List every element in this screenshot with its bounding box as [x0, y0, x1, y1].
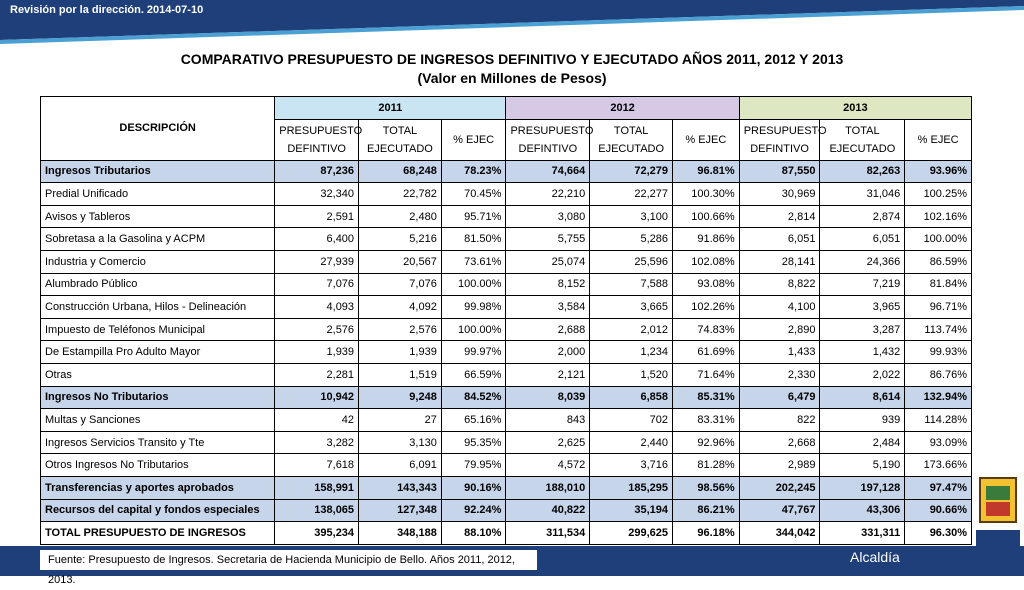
- cell-presupuesto-2011: 27,939: [275, 250, 359, 273]
- cell-ejecutado-2013: 331,311: [820, 522, 905, 545]
- row-description: Construcción Urbana, Hilos - Delineación: [41, 296, 275, 319]
- cell-ejec-2011: 99.97%: [441, 341, 506, 364]
- title-line-2: (Valor en Millones de Pesos): [417, 70, 607, 86]
- col-header-presupuesto-2011: PRESUPUESTO DEFINTIVO: [275, 119, 359, 160]
- cell-presupuesto-2011: 138,065: [275, 499, 359, 522]
- cell-presupuesto-2013: 47,767: [739, 499, 820, 522]
- cell-ejecutado-2013: 2,874: [820, 205, 905, 228]
- cell-ejec-2011: 90.16%: [441, 476, 506, 499]
- cell-ejec-2012: 71.64%: [673, 363, 740, 386]
- cell-ejec-2012: 74.83%: [673, 318, 740, 341]
- alcaldia-label: Alcaldía: [850, 549, 900, 565]
- row-description: Impuesto de Teléfonos Municipal: [41, 318, 275, 341]
- slide-label: Revisión por la dirección. 2014-07-10: [10, 4, 204, 16]
- row-description: Transferencias y aportes aprobados: [41, 476, 275, 499]
- cell-ejec-2012: 83.31%: [673, 409, 740, 432]
- year-header-2011: 2011: [275, 97, 506, 120]
- cell-ejec-2011: 99.98%: [441, 296, 506, 319]
- cell-ejec-2011: 73.61%: [441, 250, 506, 273]
- row-description: Ingresos No Tributarios: [41, 386, 275, 409]
- cell-ejecutado-2011: 20,567: [359, 250, 442, 273]
- page-title: [0, 50, 1024, 88]
- row-description: Sobretasa a la Gasolina y ACPM: [41, 228, 275, 251]
- cell-presupuesto-2011: 2,576: [275, 318, 359, 341]
- cell-ejec-2013: 90.66%: [905, 499, 972, 522]
- cell-presupuesto-2012: 2,625: [506, 431, 590, 454]
- cell-ejecutado-2011: 5,216: [359, 228, 442, 251]
- slide-header-band: [0, 0, 1024, 46]
- cell-ejecutado-2011: 348,188: [359, 522, 442, 545]
- cell-presupuesto-2013: 4,100: [739, 296, 820, 319]
- cell-presupuesto-2012: 74,664: [506, 160, 590, 183]
- cell-ejec-2013: 114.28%: [905, 409, 972, 432]
- col-header-ejecutado-2012: TOTAL EJECUTADO: [590, 119, 673, 160]
- table-row: [41, 341, 972, 364]
- table-row: [41, 522, 972, 545]
- table-row: [41, 250, 972, 273]
- cell-ejecutado-2013: 7,219: [820, 273, 905, 296]
- cell-ejec-2013: 86.59%: [905, 250, 972, 273]
- cell-presupuesto-2012: 40,822: [506, 499, 590, 522]
- cell-ejec-2012: 100.30%: [673, 183, 740, 206]
- row-description: TOTAL PRESUPUESTO DE INGRESOS: [41, 522, 275, 545]
- cell-ejecutado-2012: 2,440: [590, 431, 673, 454]
- cell-ejecutado-2011: 4,092: [359, 296, 442, 319]
- cell-presupuesto-2012: 188,010: [506, 476, 590, 499]
- row-description: Ingresos Tributarios: [41, 160, 275, 183]
- table-row: [41, 296, 972, 319]
- col-header-ejec-2011: % EJEC: [441, 119, 506, 160]
- cell-presupuesto-2011: 10,942: [275, 386, 359, 409]
- table-row: [41, 431, 972, 454]
- cell-ejec-2012: 86.21%: [673, 499, 740, 522]
- municipal-shield-icon: [976, 474, 1020, 552]
- cell-ejec-2012: 85.31%: [673, 386, 740, 409]
- cell-ejecutado-2012: 3,100: [590, 205, 673, 228]
- cell-presupuesto-2013: 822: [739, 409, 820, 432]
- row-description: Avisos y Tableros: [41, 205, 275, 228]
- cell-presupuesto-2012: 3,080: [506, 205, 590, 228]
- cell-ejec-2012: 91.86%: [673, 228, 740, 251]
- cell-ejecutado-2012: 22,277: [590, 183, 673, 206]
- cell-ejecutado-2012: 3,716: [590, 454, 673, 477]
- cell-presupuesto-2013: 87,550: [739, 160, 820, 183]
- cell-presupuesto-2011: 3,282: [275, 431, 359, 454]
- cell-ejecutado-2011: 68,248: [359, 160, 442, 183]
- cell-presupuesto-2013: 30,969: [739, 183, 820, 206]
- cell-ejecutado-2011: 3,130: [359, 431, 442, 454]
- row-description: Industria y Comercio: [41, 250, 275, 273]
- cell-ejec-2012: 96.18%: [673, 522, 740, 545]
- cell-ejec-2013: 132.94%: [905, 386, 972, 409]
- table-row: [41, 409, 972, 432]
- cell-presupuesto-2011: 158,991: [275, 476, 359, 499]
- cell-ejecutado-2013: 1,432: [820, 341, 905, 364]
- col-header-presupuesto-2012: PRESUPUESTO DEFINTIVO: [506, 119, 590, 160]
- cell-ejecutado-2013: 939: [820, 409, 905, 432]
- cell-ejec-2011: 79.95%: [441, 454, 506, 477]
- title-line-1: COMPARATIVO PRESUPUESTO DE INGRESOS DEFINITIVO Y EJECUTADO AÑOS 2011, 2012 Y 2013: [180, 51, 844, 67]
- cell-ejecutado-2013: 197,128: [820, 476, 905, 499]
- cell-ejecutado-2012: 3,665: [590, 296, 673, 319]
- cell-ejecutado-2011: 143,343: [359, 476, 442, 499]
- table-row: [41, 386, 972, 409]
- cell-presupuesto-2011: 7,618: [275, 454, 359, 477]
- cell-presupuesto-2013: 2,890: [739, 318, 820, 341]
- cell-ejecutado-2011: 9,248: [359, 386, 442, 409]
- row-description: Predial Unificado: [41, 183, 275, 206]
- col-header-ejec-2013: % EJEC: [905, 119, 972, 160]
- table-row: [41, 454, 972, 477]
- cell-ejec-2011: 70.45%: [441, 183, 506, 206]
- cell-presupuesto-2011: 7,076: [275, 273, 359, 296]
- table-row: [41, 183, 972, 206]
- cell-ejecutado-2012: 25,596: [590, 250, 673, 273]
- cell-ejec-2012: 100.66%: [673, 205, 740, 228]
- cell-ejec-2012: 102.08%: [673, 250, 740, 273]
- cell-ejec-2013: 81.84%: [905, 273, 972, 296]
- cell-ejecutado-2013: 6,051: [820, 228, 905, 251]
- cell-ejecutado-2013: 5,190: [820, 454, 905, 477]
- cell-ejec-2011: 92.24%: [441, 499, 506, 522]
- cell-presupuesto-2011: 2,591: [275, 205, 359, 228]
- cell-presupuesto-2013: 2,330: [739, 363, 820, 386]
- cell-presupuesto-2011: 42: [275, 409, 359, 432]
- row-description: Recursos del capital y fondos especiales: [41, 499, 275, 522]
- cell-ejecutado-2013: 2,484: [820, 431, 905, 454]
- source-note: Fuente: Presupuesto de Ingresos. Secretaria de Hacienda Municipio de Bello. Años 2011, 2012, 2013.: [40, 550, 537, 570]
- cell-ejecutado-2011: 2,576: [359, 318, 442, 341]
- cell-presupuesto-2012: 8,039: [506, 386, 590, 409]
- cell-presupuesto-2012: 3,584: [506, 296, 590, 319]
- cell-ejec-2011: 65.16%: [441, 409, 506, 432]
- cell-ejec-2011: 88.10%: [441, 522, 506, 545]
- cell-ejecutado-2011: 7,076: [359, 273, 442, 296]
- table-row: [41, 363, 972, 386]
- cell-ejecutado-2012: 72,279: [590, 160, 673, 183]
- budget-table-body: [41, 160, 972, 544]
- cell-ejec-2011: 78.23%: [441, 160, 506, 183]
- cell-presupuesto-2012: 22,210: [506, 183, 590, 206]
- cell-presupuesto-2013: 202,245: [739, 476, 820, 499]
- cell-ejecutado-2012: 35,194: [590, 499, 673, 522]
- row-description: Otras: [41, 363, 275, 386]
- cell-presupuesto-2013: 344,042: [739, 522, 820, 545]
- cell-ejecutado-2013: 43,306: [820, 499, 905, 522]
- cell-ejec-2013: 96.71%: [905, 296, 972, 319]
- cell-ejecutado-2013: 3,965: [820, 296, 905, 319]
- cell-presupuesto-2012: 2,688: [506, 318, 590, 341]
- cell-ejecutado-2011: 1,519: [359, 363, 442, 386]
- cell-presupuesto-2011: 395,234: [275, 522, 359, 545]
- cell-presupuesto-2013: 1,433: [739, 341, 820, 364]
- col-header-presupuesto-2013: PRESUPUESTO DEFINTIVO: [739, 119, 820, 160]
- budget-table: [40, 96, 972, 545]
- cell-ejecutado-2013: 8,614: [820, 386, 905, 409]
- cell-ejecutado-2011: 1,939: [359, 341, 442, 364]
- cell-ejec-2013: 86.76%: [905, 363, 972, 386]
- cell-ejecutado-2013: 2,022: [820, 363, 905, 386]
- cell-presupuesto-2013: 6,479: [739, 386, 820, 409]
- cell-ejec-2013: 100.00%: [905, 228, 972, 251]
- cell-presupuesto-2011: 87,236: [275, 160, 359, 183]
- cell-ejecutado-2013: 24,366: [820, 250, 905, 273]
- table-row: [41, 273, 972, 296]
- cell-presupuesto-2011: 32,340: [275, 183, 359, 206]
- cell-presupuesto-2012: 4,572: [506, 454, 590, 477]
- col-header-ejec-2012: % EJEC: [673, 119, 740, 160]
- cell-ejec-2013: 96.30%: [905, 522, 972, 545]
- cell-ejecutado-2013: 31,046: [820, 183, 905, 206]
- cell-ejecutado-2012: 1,234: [590, 341, 673, 364]
- year-header-2013: 2013: [739, 97, 971, 120]
- cell-ejec-2013: 99.93%: [905, 341, 972, 364]
- year-header-2012: 2012: [506, 97, 739, 120]
- cell-ejecutado-2012: 5,286: [590, 228, 673, 251]
- cell-ejecutado-2011: 127,348: [359, 499, 442, 522]
- cell-ejec-2012: 92.96%: [673, 431, 740, 454]
- cell-ejec-2013: 113.74%: [905, 318, 972, 341]
- cell-ejec-2013: 93.96%: [905, 160, 972, 183]
- cell-presupuesto-2013: 28,141: [739, 250, 820, 273]
- cell-ejec-2012: 96.81%: [673, 160, 740, 183]
- cell-presupuesto-2012: 2,000: [506, 341, 590, 364]
- table-row: [41, 476, 972, 499]
- col-header-ejecutado-2013: TOTAL EJECUTADO: [820, 119, 905, 160]
- cell-ejec-2011: 100.00%: [441, 318, 506, 341]
- cell-ejec-2011: 95.35%: [441, 431, 506, 454]
- table-row: [41, 160, 972, 183]
- cell-presupuesto-2011: 2,281: [275, 363, 359, 386]
- cell-ejec-2011: 84.52%: [441, 386, 506, 409]
- cell-presupuesto-2013: 2,814: [739, 205, 820, 228]
- cell-ejecutado-2012: 299,625: [590, 522, 673, 545]
- cell-ejec-2013: 97.47%: [905, 476, 972, 499]
- table-row: [41, 228, 972, 251]
- cell-ejec-2012: 81.28%: [673, 454, 740, 477]
- cell-ejecutado-2013: 3,287: [820, 318, 905, 341]
- cell-presupuesto-2011: 4,093: [275, 296, 359, 319]
- cell-ejecutado-2011: 2,480: [359, 205, 442, 228]
- row-description: Otros Ingresos No Tributarios: [41, 454, 275, 477]
- cell-presupuesto-2012: 311,534: [506, 522, 590, 545]
- cell-presupuesto-2012: 5,755: [506, 228, 590, 251]
- cell-ejec-2011: 95.71%: [441, 205, 506, 228]
- row-description: Alumbrado Público: [41, 273, 275, 296]
- cell-ejec-2013: 173.66%: [905, 454, 972, 477]
- cell-ejecutado-2011: 6,091: [359, 454, 442, 477]
- table-row: [41, 205, 972, 228]
- cell-ejecutado-2013: 82,263: [820, 160, 905, 183]
- cell-ejecutado-2012: 702: [590, 409, 673, 432]
- cell-presupuesto-2013: 2,989: [739, 454, 820, 477]
- cell-ejecutado-2011: 22,782: [359, 183, 442, 206]
- row-description: Multas y Sanciones: [41, 409, 275, 432]
- row-description: De Estampilla Pro Adulto Mayor: [41, 341, 275, 364]
- table-row: [41, 318, 972, 341]
- table-row: [41, 499, 972, 522]
- cell-ejecutado-2012: 2,012: [590, 318, 673, 341]
- cell-presupuesto-2011: 6,400: [275, 228, 359, 251]
- cell-presupuesto-2012: 2,121: [506, 363, 590, 386]
- cell-ejecutado-2012: 185,295: [590, 476, 673, 499]
- cell-ejec-2011: 81.50%: [441, 228, 506, 251]
- cell-ejec-2013: 93.09%: [905, 431, 972, 454]
- cell-ejec-2012: 102.26%: [673, 296, 740, 319]
- cell-presupuesto-2011: 1,939: [275, 341, 359, 364]
- cell-presupuesto-2012: 8,152: [506, 273, 590, 296]
- cell-presupuesto-2013: 8,822: [739, 273, 820, 296]
- cell-ejec-2012: 93.08%: [673, 273, 740, 296]
- cell-presupuesto-2013: 6,051: [739, 228, 820, 251]
- cell-ejecutado-2012: 6,858: [590, 386, 673, 409]
- cell-ejec-2011: 66.59%: [441, 363, 506, 386]
- col-header-ejecutado-2011: TOTAL EJECUTADO: [359, 119, 442, 160]
- cell-ejec-2013: 102.16%: [905, 205, 972, 228]
- cell-presupuesto-2012: 843: [506, 409, 590, 432]
- cell-ejec-2013: 100.25%: [905, 183, 972, 206]
- cell-ejec-2012: 61.69%: [673, 341, 740, 364]
- cell-presupuesto-2012: 25,074: [506, 250, 590, 273]
- description-header: DESCRIPCIÓN: [41, 97, 275, 161]
- cell-ejec-2011: 100.00%: [441, 273, 506, 296]
- cell-ejec-2012: 98.56%: [673, 476, 740, 499]
- cell-presupuesto-2013: 2,668: [739, 431, 820, 454]
- cell-ejecutado-2012: 1,520: [590, 363, 673, 386]
- cell-ejecutado-2011: 27: [359, 409, 442, 432]
- row-description: Ingresos Servicios Transito y Tte: [41, 431, 275, 454]
- cell-ejecutado-2012: 7,588: [590, 273, 673, 296]
